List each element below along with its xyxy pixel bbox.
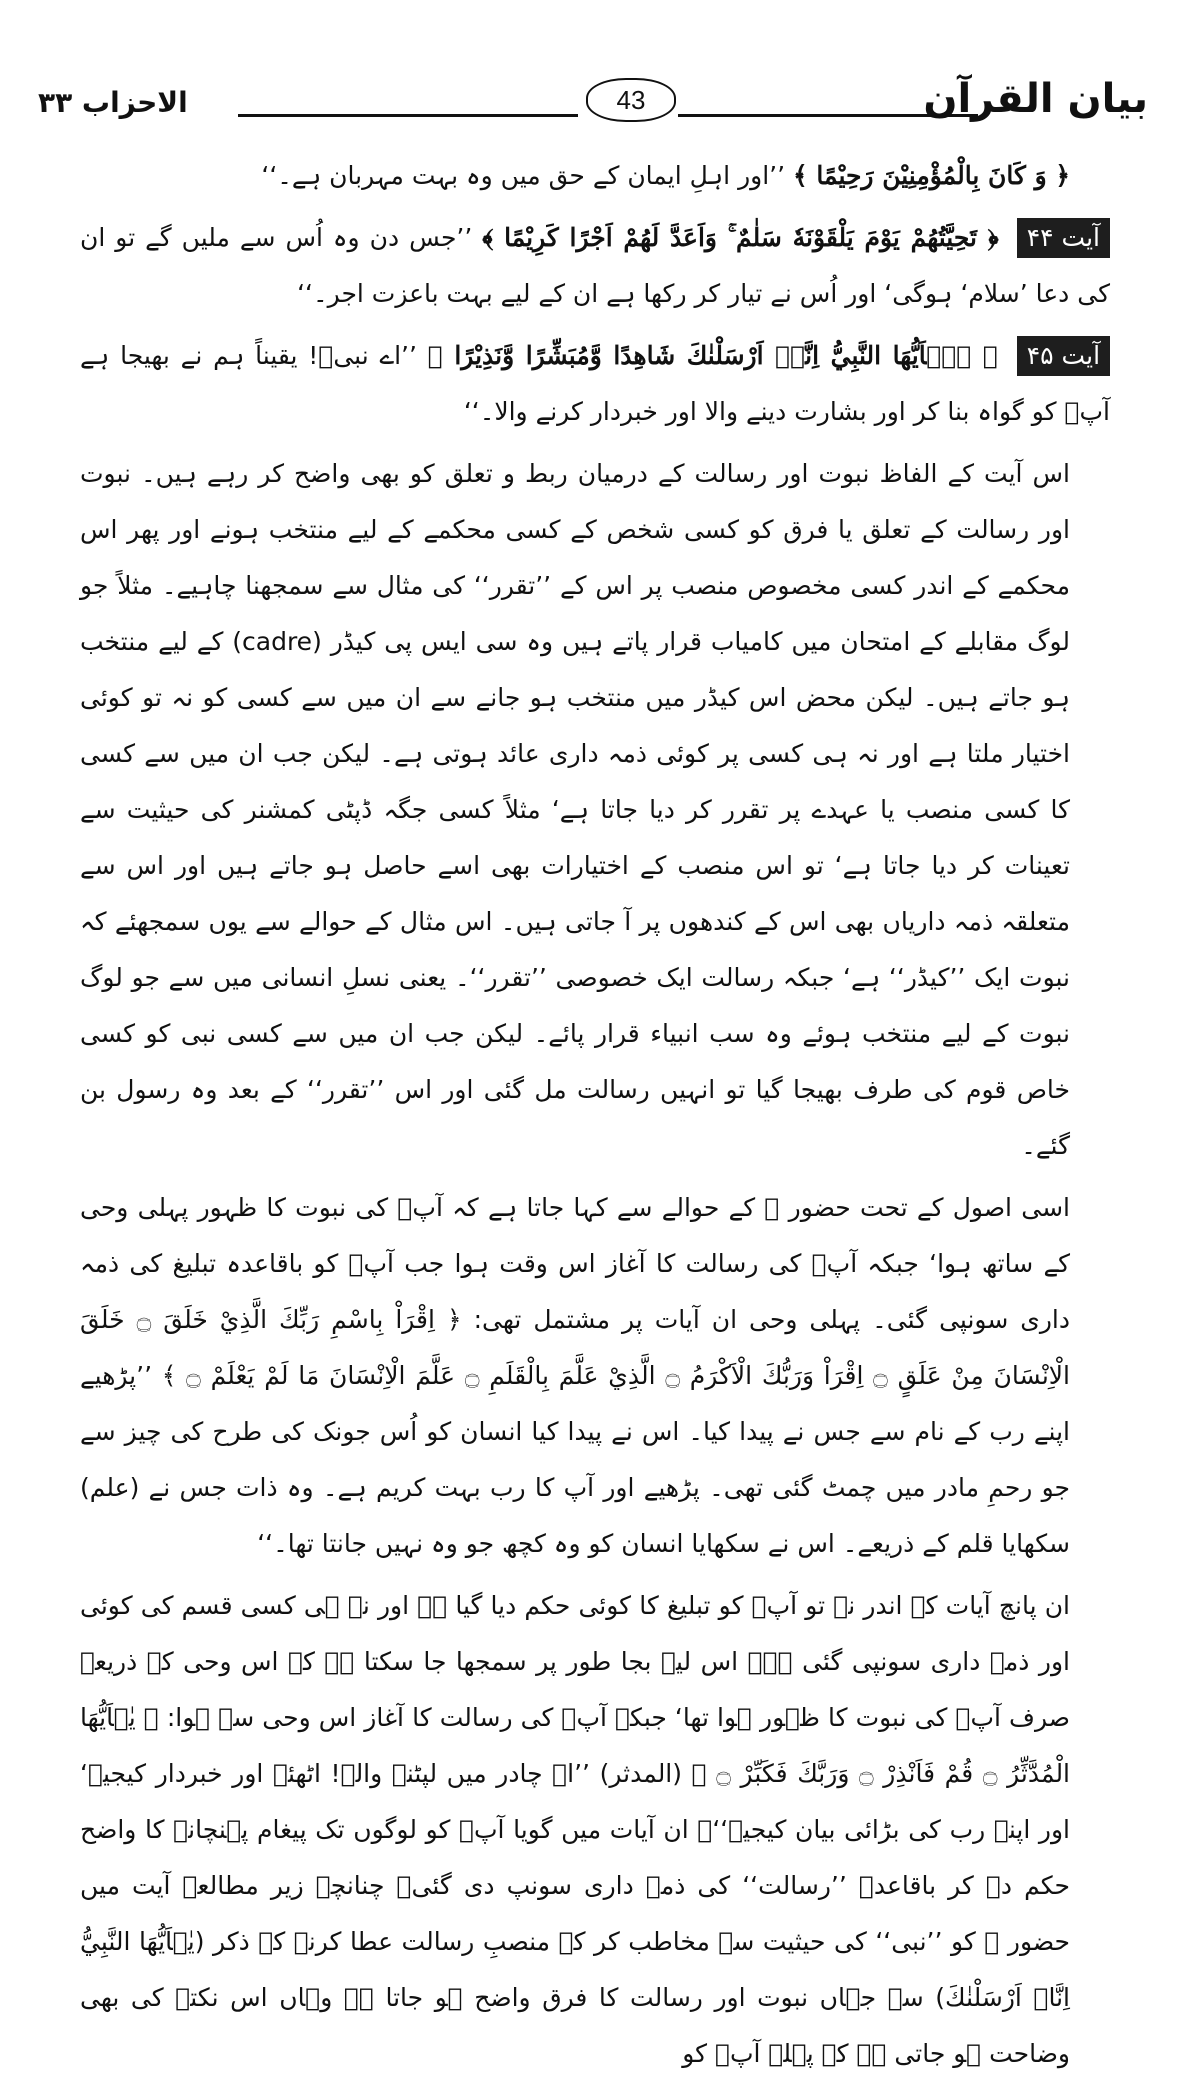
translation: ’’اور اہلِ ایمان کے حق میں وہ بہت مہربان ہے۔‘‘ <box>261 161 786 190</box>
page-header <box>38 70 1148 130</box>
quran-verse: ﴿ وَ كَانَ بِالْمُؤْمِنِيْنَ رَحِيْمًا ﴾ <box>793 161 1070 190</box>
translation: ’’اے نبیؐ! یقیناً ہم نے بھیجا ہے آپؐ کو گواہ بنا کر اور بشارت دینے والا اور خبردار کرنے والا۔‘‘ <box>80 341 1110 426</box>
verse-block <box>80 148 1110 204</box>
book-title: بیان القرآن <box>923 76 1148 122</box>
header-rule-left <box>238 114 578 117</box>
verse-block <box>80 210 1110 322</box>
quran-verse: ﴿ يٰۤاَيُّهَا النَّبِيُّ اِنَّاۤ اَرْسَلْنٰكَ شَاهِدًا وَّمُبَشِّرًا وَّنَذِيْرًا ﴾ <box>427 341 998 370</box>
paragraph: اس آیت کے الفاظ نبوت اور رسالت کے درمیان ربط و تعلق کو بھی واضح کر رہے ہیں۔ نبوت اور رسالت کے تعلق یا فرق کو کسی شخص کے کسی محکمے کے لیے منتخب ہونے اور پھر اس محکمے کے اندر کسی مخصوص منصب پر اس کے ’’تقرر‘‘ کی مثال سے سمجھنا چاہیے۔ مثلاً جو لوگ مقابلے کے امتحان میں کامیاب قرار پاتے ہیں وہ سی ایس پی کیڈر (cadre) کے لیے منتخب ہو جاتے ہیں۔ لیکن محض اس کیڈر میں منتخب ہو جانے سے ان میں سے کسی کو نہ تو کوئی اختیار ملتا ہے اور نہ ہی کسی پر کوئی ذمہ داری عائد ہوتی ہے۔ لیکن جب ان میں سے کسی کا کسی منصب یا عہدے پر تقرر کر دیا جاتا ہے‘ مثلاً کسی جگہ ڈپٹی کمشنر کی حیثیت سے تعینات کر دیا جاتا ہے‘ تو اس منصب کے اختیارات بھی اسے حاصل ہو جاتے ہیں اور اس سے متعلقہ ذمہ داریاں بھی اس کے کندھوں پر آ جاتی ہیں۔ اس مثال کے حوالے سے یوں سمجھئے کہ نبوت ایک ’’کیڈر‘‘ ہے‘ جبکہ رسالت ایک خصوصی ’’تقرر‘‘۔ یعنی نسلِ انسانی میں سے جو لوگ نبوت کے لیے منتخب ہوئے وہ سب انبیاء قرار پائے۔ لیکن جب ان میں سے کسی نبی کو کسی خاص قوم کی طرف بھیجا گیا تو انہیں رسالت مل گئی اور اس ’’تقرر‘‘ کے بعد وہ رسول بن گئے۔ <box>80 459 1070 1160</box>
header-rule-right <box>678 114 978 117</box>
ayah-label: آیت ۴۴ <box>1017 218 1110 258</box>
paragraph: اسی اصول کے تحت حضور ﷺ کے حوالے سے کہا جاتا ہے کہ آپؐ کی نبوت کا ظہور پہلی وحی کے ساتھ ہوا‘ جبکہ آپؐ کی رسالت کا آغاز اس وقت ہوا جب آپؐ کو باقاعدہ تبلیغ کی ذمہ داری سونپی گئی۔ پہلی وحی ان آیات پر مشتمل تھی: ﴿ اِقْرَاْ بِاسْمِ رَبِّكَ الَّذِيْ خَلَقَ ۝ خَلَقَ الْاِنْسَانَ مِنْ عَلَقٍ ۝ اِقْرَاْ وَرَبُّكَ الْاَكْرَمُ ۝ الَّذِيْ عَلَّمَ بِالْقَلَمِ ۝ عَلَّمَ الْاِنْسَانَ مَا لَمْ يَعْلَمْ ۝ ﴾ ’’پڑھیے اپنے رب کے نام سے جس نے پیدا کیا۔ اس نے پیدا کیا انسان کو اُس جونک کی طرح کی چیز سے جو رحمِ مادر میں چمٹ گئی تھی۔ پڑھیے اور آپ کا رب بہت کریم ہے۔ وہ ذات جس نے (علم) سکھایا قلم کے ذریعے۔ اس نے سکھایا انسان کو وہ کچھ جو وہ نہیں جانتا تھا۔‘‘ <box>80 1193 1070 1558</box>
surah-name: الاحزاب ۳۳ <box>38 86 188 119</box>
page-number: 43 <box>586 78 676 122</box>
body-text <box>80 148 1110 2088</box>
quran-verse: ﴿ تَحِيَّتُهُمْ يَوْمَ يَلْقَوْنَهٗ سَلٰمٌ ۚ وَاَعَدَّ لَهُمْ اَجْرًا كَرِيْمًا ﴾ <box>482 223 999 252</box>
ayah-label: آیت ۴۵ <box>1017 336 1110 376</box>
translation: ’’جس دن وہ اُس سے ملیں گے تو ان کی دعا ’سلام‘ ہوگی‘ اور اُس نے تیار کر رکھا ہے ان کے لیے بہت باعزت اجر۔‘‘ <box>80 223 1110 308</box>
verse-block <box>80 328 1110 440</box>
paragraph: ان پانچ آیات کے اندر نہ تو آپؐ کو تبلیغ کا کوئی حکم دیا گیا ہے اور نہ ہی کسی قسم کی کوئی اور ذمہ داری سونپی گئی ہے۔ اس لیے بجا طور پر سمجھا جا سکتا ہے کہ اس وحی کے ذریعے صرف آپؐ کی نبوت کا ظہور ہوا تھا‘ جبکہ آپؐ کی رسالت کا آغاز اس وحی سے ہوا: ﴿ يٰۤاَيُّهَا الْمُدَّثِّرُ ۝ قُمْ فَاَنْذِرْ ۝ وَرَبَّكَ فَكَبِّرْ ۝ ﴾ (المدثر) ’’اے چادر میں لپٹنے والے! اٹھئے اور خبردار کیجیے‘ اور اپنے رب کی بڑائی بیان کیجیے‘‘۔ ان آیات میں گویا آپؐ کو لوگوں تک پیغام پہنچانے کا واضح حکم دے کر باقاعدہ ’’رسالت‘‘ کی ذمہ داری سونپ دی گئی۔ چنانچہ زیر مطالعہ آیت میں حضور ﷺ کو ’’نبی‘‘ کی حیثیت سے مخاطب کر کے منصبِ رسالت عطا کرنے کے ذکر (يٰۤاَيُّهَا النَّبِيُّ اِنَّاۤ اَرْسَلْنٰكَ) سے جہاں نبوت اور رسالت کا فرق واضح ہو جاتا ہے وہاں اس نکتے کی بھی وضاحت ہو جاتی ہے کہ پہلے آپؐ کو <box>80 1591 1071 2068</box>
